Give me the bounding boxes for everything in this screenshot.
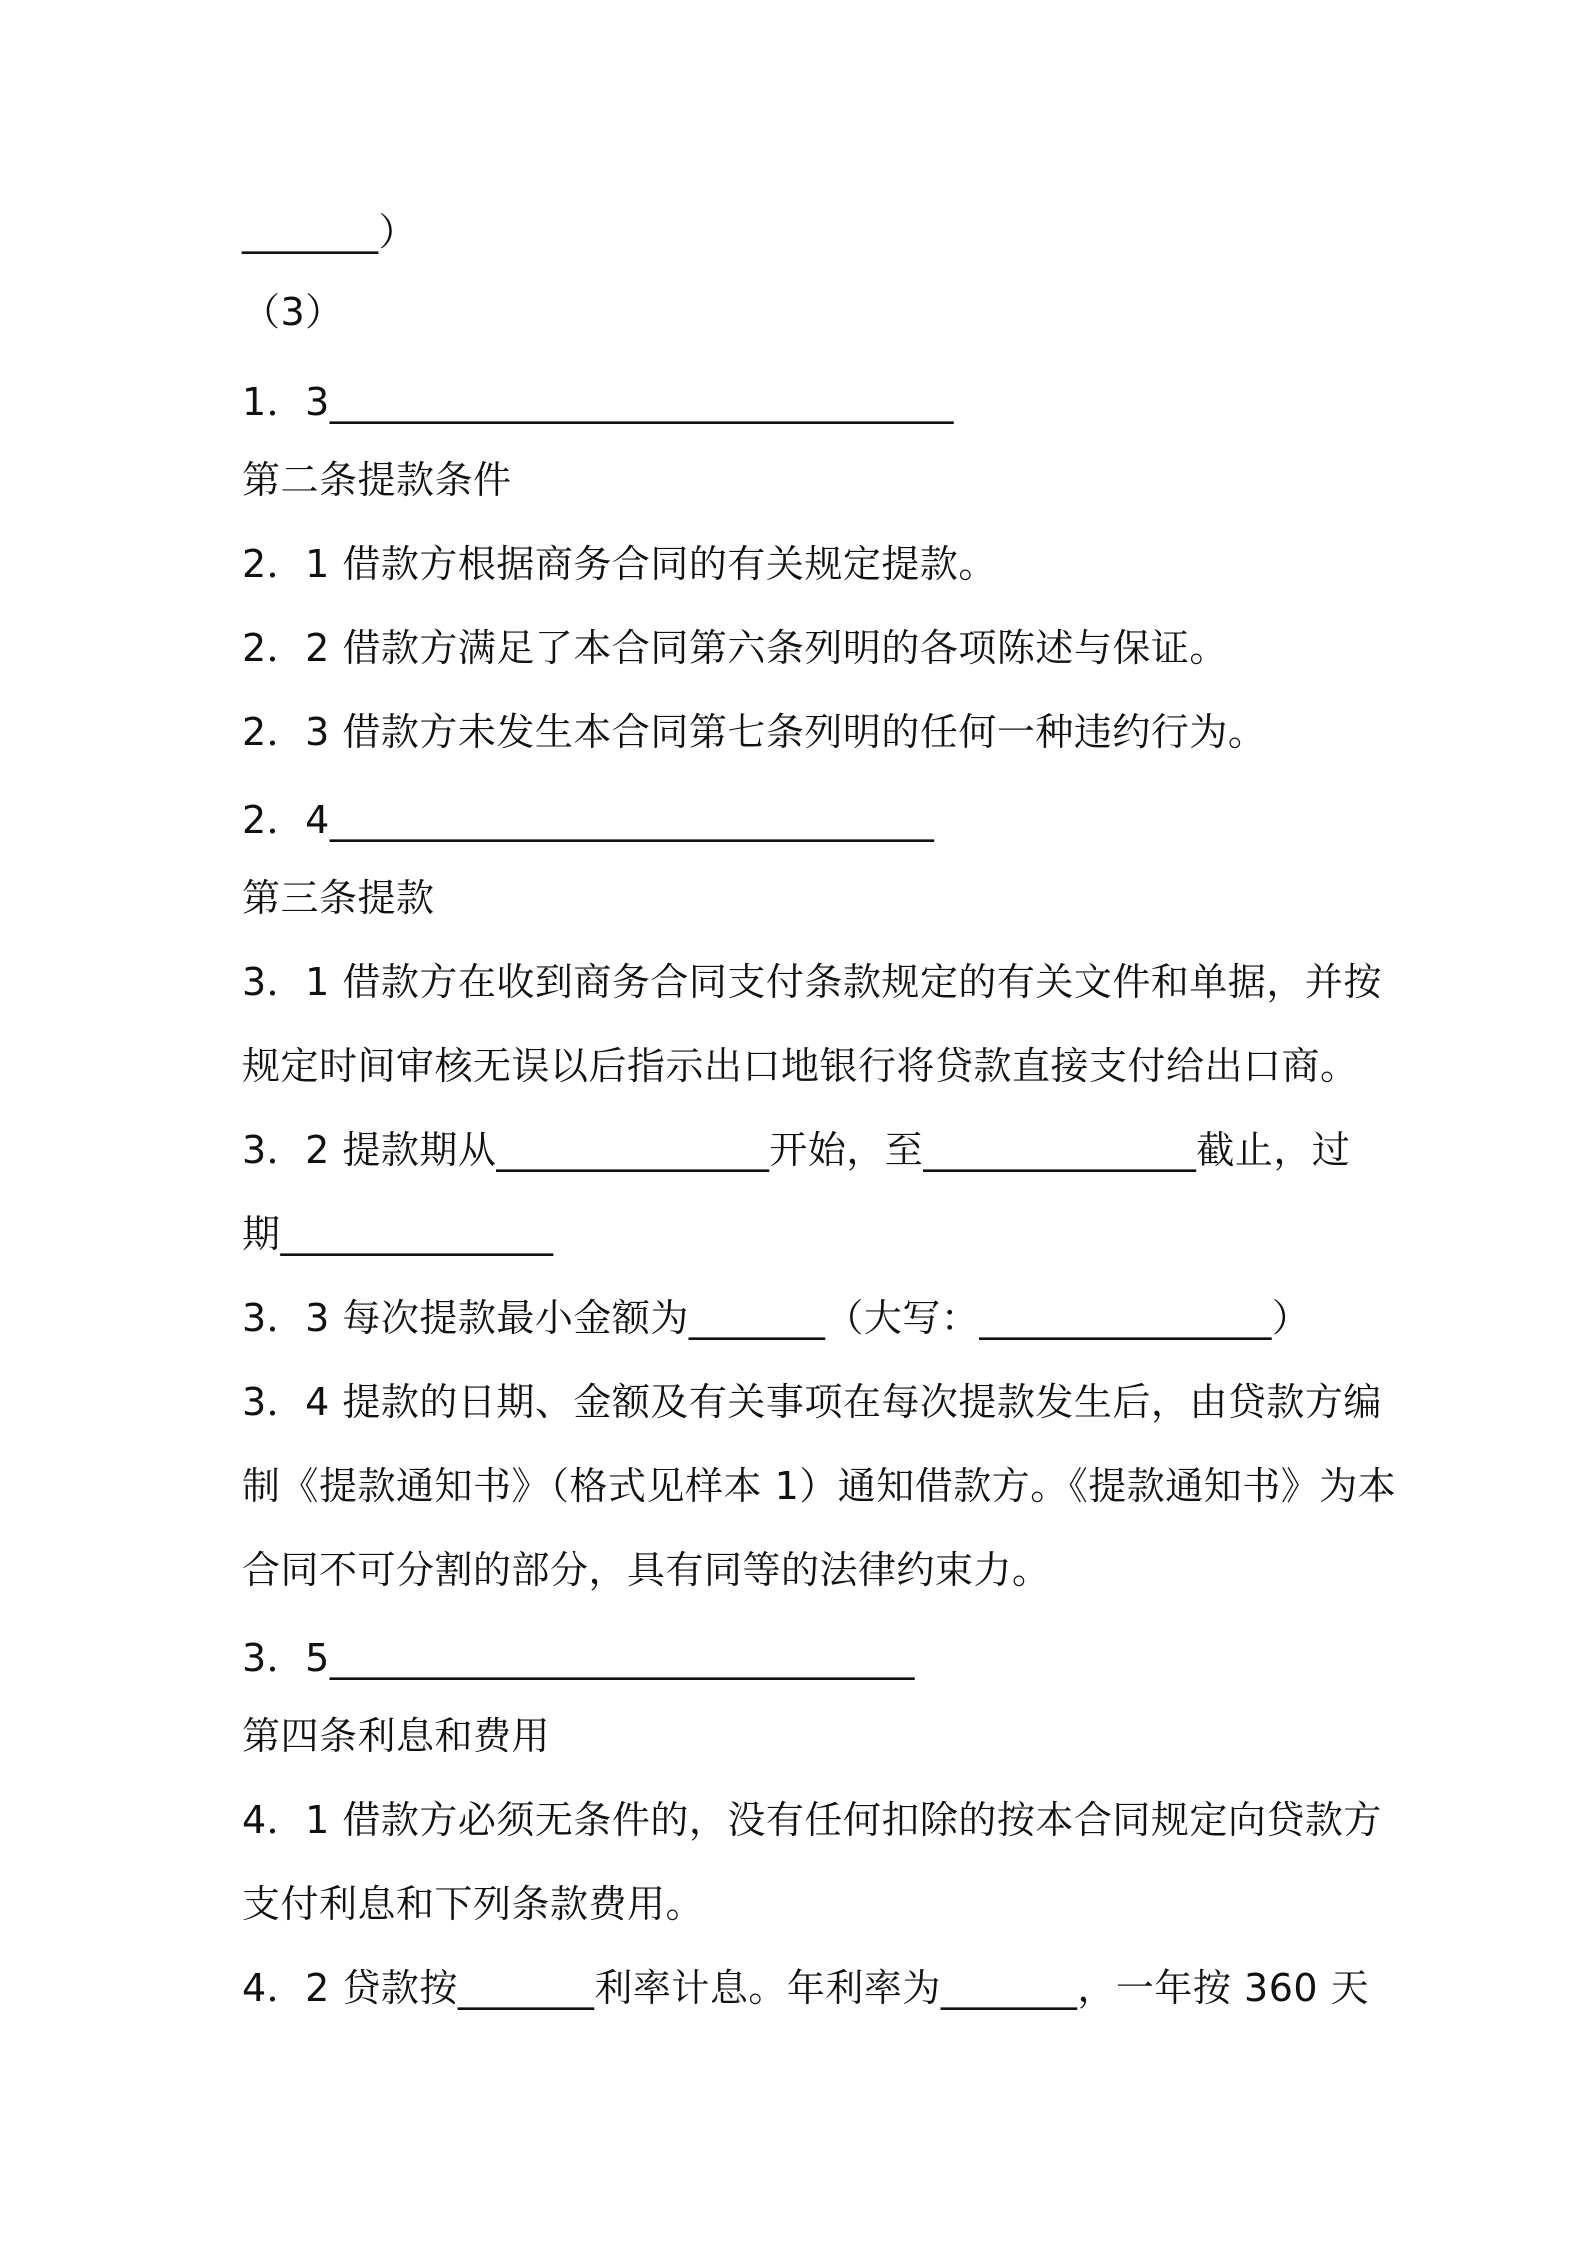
text-line: 1．3________________________________ — [242, 380, 954, 424]
section-heading: 第三条提款 — [242, 876, 435, 920]
text-line: 合同不可分割的部分，具有同等的法律约束力。 — [242, 1548, 1051, 1592]
text-line: 2．4_______________________________ — [242, 798, 935, 842]
text-line: 支付利息和下列条款费用。 — [242, 1882, 705, 1926]
text-line: 3．4 提款的日期、金额及有关事项在每次提款发生后，由贷款方编 — [242, 1380, 1382, 1424]
text-line: 规定时间审核无误以后指示出口地银行将贷款直接支付给出口商。 — [242, 1044, 1359, 1088]
text-line: 3．3 每次提款最小金额为_______（大写：_______________） — [242, 1296, 1311, 1340]
text-line: 制《提款通知书》（格式见样本 1）通知借款方。《提款通知书》为本 — [242, 1464, 1397, 1508]
section-heading: 第四条利息和费用 — [242, 1714, 551, 1758]
text-line: （3） — [242, 290, 344, 334]
text-line: 2．2 借款方满足了本合同第六条列明的各项陈述与保证。 — [242, 626, 1228, 670]
text-line: 3．5______________________________ — [242, 1636, 915, 1680]
text-line: _______） — [242, 210, 418, 254]
text-line: 2．3 借款方未发生本合同第七条列明的任何一种违约行为。 — [242, 710, 1267, 754]
text-line: 期______________ — [242, 1212, 554, 1256]
text-line: 3．2 提款期从______________开始，至______________截止，过 — [242, 1128, 1351, 1172]
text-line: 4．2 贷款按_______利率计息。年利率为_______，一年按 360 天 — [242, 1966, 1370, 2010]
text-line: 4．1 借款方必须无条件的，没有任何扣除的按本合同规定向贷款方 — [242, 1798, 1382, 1842]
text-line: 2．1 借款方根据商务合同的有关规定提款。 — [242, 542, 997, 586]
text-line: 3．1 借款方在收到商务合同支付条款规定的有关文件和单据，并按 — [242, 960, 1382, 1004]
section-heading: 第二条提款条件 — [242, 458, 512, 502]
